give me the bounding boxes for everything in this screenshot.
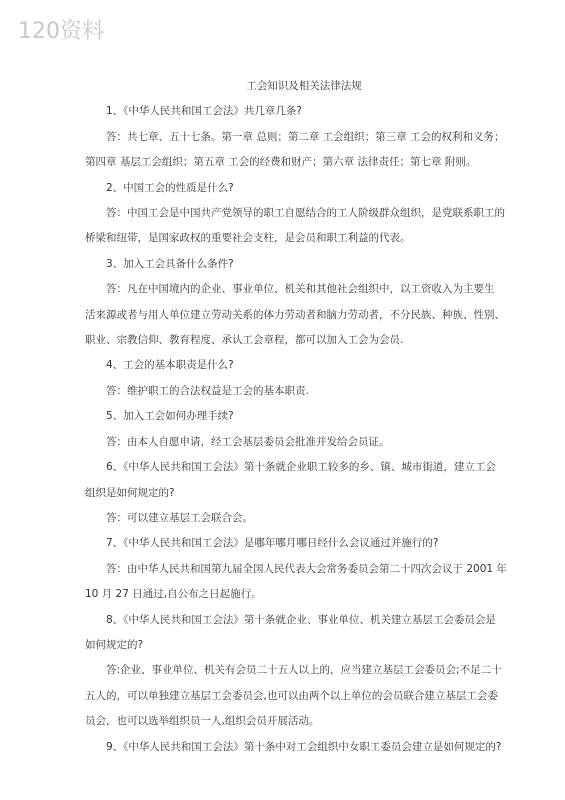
- answer-line: 答：凡在中国境内的企业、事业单位、机关和其他社会组织中，以工资收入为主要生: [106, 283, 495, 296]
- document-body: [85, 99, 507, 760]
- question-line: 6、《中华人民共和国工会法》第十条就企业职工较多的乡、镇、城市街道，建立工会: [106, 461, 496, 474]
- answer-line: 10 月 27 日通过,自公布之日起施行。: [85, 588, 262, 601]
- answer-line: 答：可以建立基层工会联合会。: [106, 511, 253, 524]
- answer-line: 职业、宗教信仰、教育程度、承认工会章程，都可以加入工会为会员.: [85, 334, 404, 347]
- document-page: [85, 74, 507, 760]
- watermark-logo: 120资料: [18, 19, 104, 44]
- answer-line: 组织是如何规定的?: [85, 486, 175, 499]
- answer-line: 桥梁和纽带，是国家政权的重要社会支柱，是会员和职工利益的代表。: [85, 232, 411, 245]
- answer-line: 五人的，可以单独建立基层工会委员会,也可以由两个以上单位的会员联合建立基层工会委: [85, 689, 498, 702]
- answer-line: 答：由本人自愿申请，经工会基层委员会批准并发给会员证。: [106, 435, 390, 448]
- answer-line: 答:企业、事业单位、机关有会员二十五人以上的，应当建立基层工会委员会;不足二十: [106, 664, 502, 677]
- question-line: 4、工会的基本职责是什么?: [106, 359, 234, 372]
- document-title: 工会知识及相关法律法规: [246, 80, 362, 92]
- question-line: 3、加入工会具备什么条件?: [106, 257, 234, 270]
- answer-line: 第四章 基层工会组织；第五章 工会的经费和财产；第六章 法律责任；第七章 附则。: [85, 156, 477, 169]
- question-line: 9、《中华人民共和国工会法》第十条中对工会组织中女职工委员会建立是如何规定的?: [106, 740, 502, 753]
- question-line: 1、《中华人民共和国工会法》共几章几条?: [106, 105, 303, 118]
- answer-line: 答：维护职工的合法权益是工会的基本职责.: [106, 384, 309, 397]
- answer-line: 答：由中华人民共和国第九届全国人民代表大会常务委员会第二十四次会议于 2001 年: [106, 562, 507, 575]
- answer-line: 活来源或者与用人单位建立劳动关系的体力劳动者和脑力劳动者，不分民族、种族、性别、: [85, 308, 505, 321]
- answer-line: 答：共七章、五十七条。第一章 总则；第二章 工会组织；第三章 工会的权利和义务；: [106, 130, 505, 143]
- question-line: 5、加入工会如何办理手续?: [106, 410, 234, 423]
- answer-line: 如何规定的?: [85, 638, 144, 651]
- question-line: 8、《中华人民共和国工会法》第十条就企业、事业单位、机关建立基层工会委员会是: [106, 613, 496, 626]
- answer-line: 员会，也可以选举组织员一人,组织会员开展活动。: [85, 715, 320, 728]
- question-line: 2、中国工会的性质是什么?: [106, 181, 234, 194]
- question-line: 7、《中华人民共和国工会法》是哪年哪月哪日经什么会议通过并施行的?: [106, 537, 439, 550]
- answer-line: 答：中国工会是中国共产党领导的职工自愿结合的工人阶级群众组织，是党联系职工的: [106, 207, 505, 220]
